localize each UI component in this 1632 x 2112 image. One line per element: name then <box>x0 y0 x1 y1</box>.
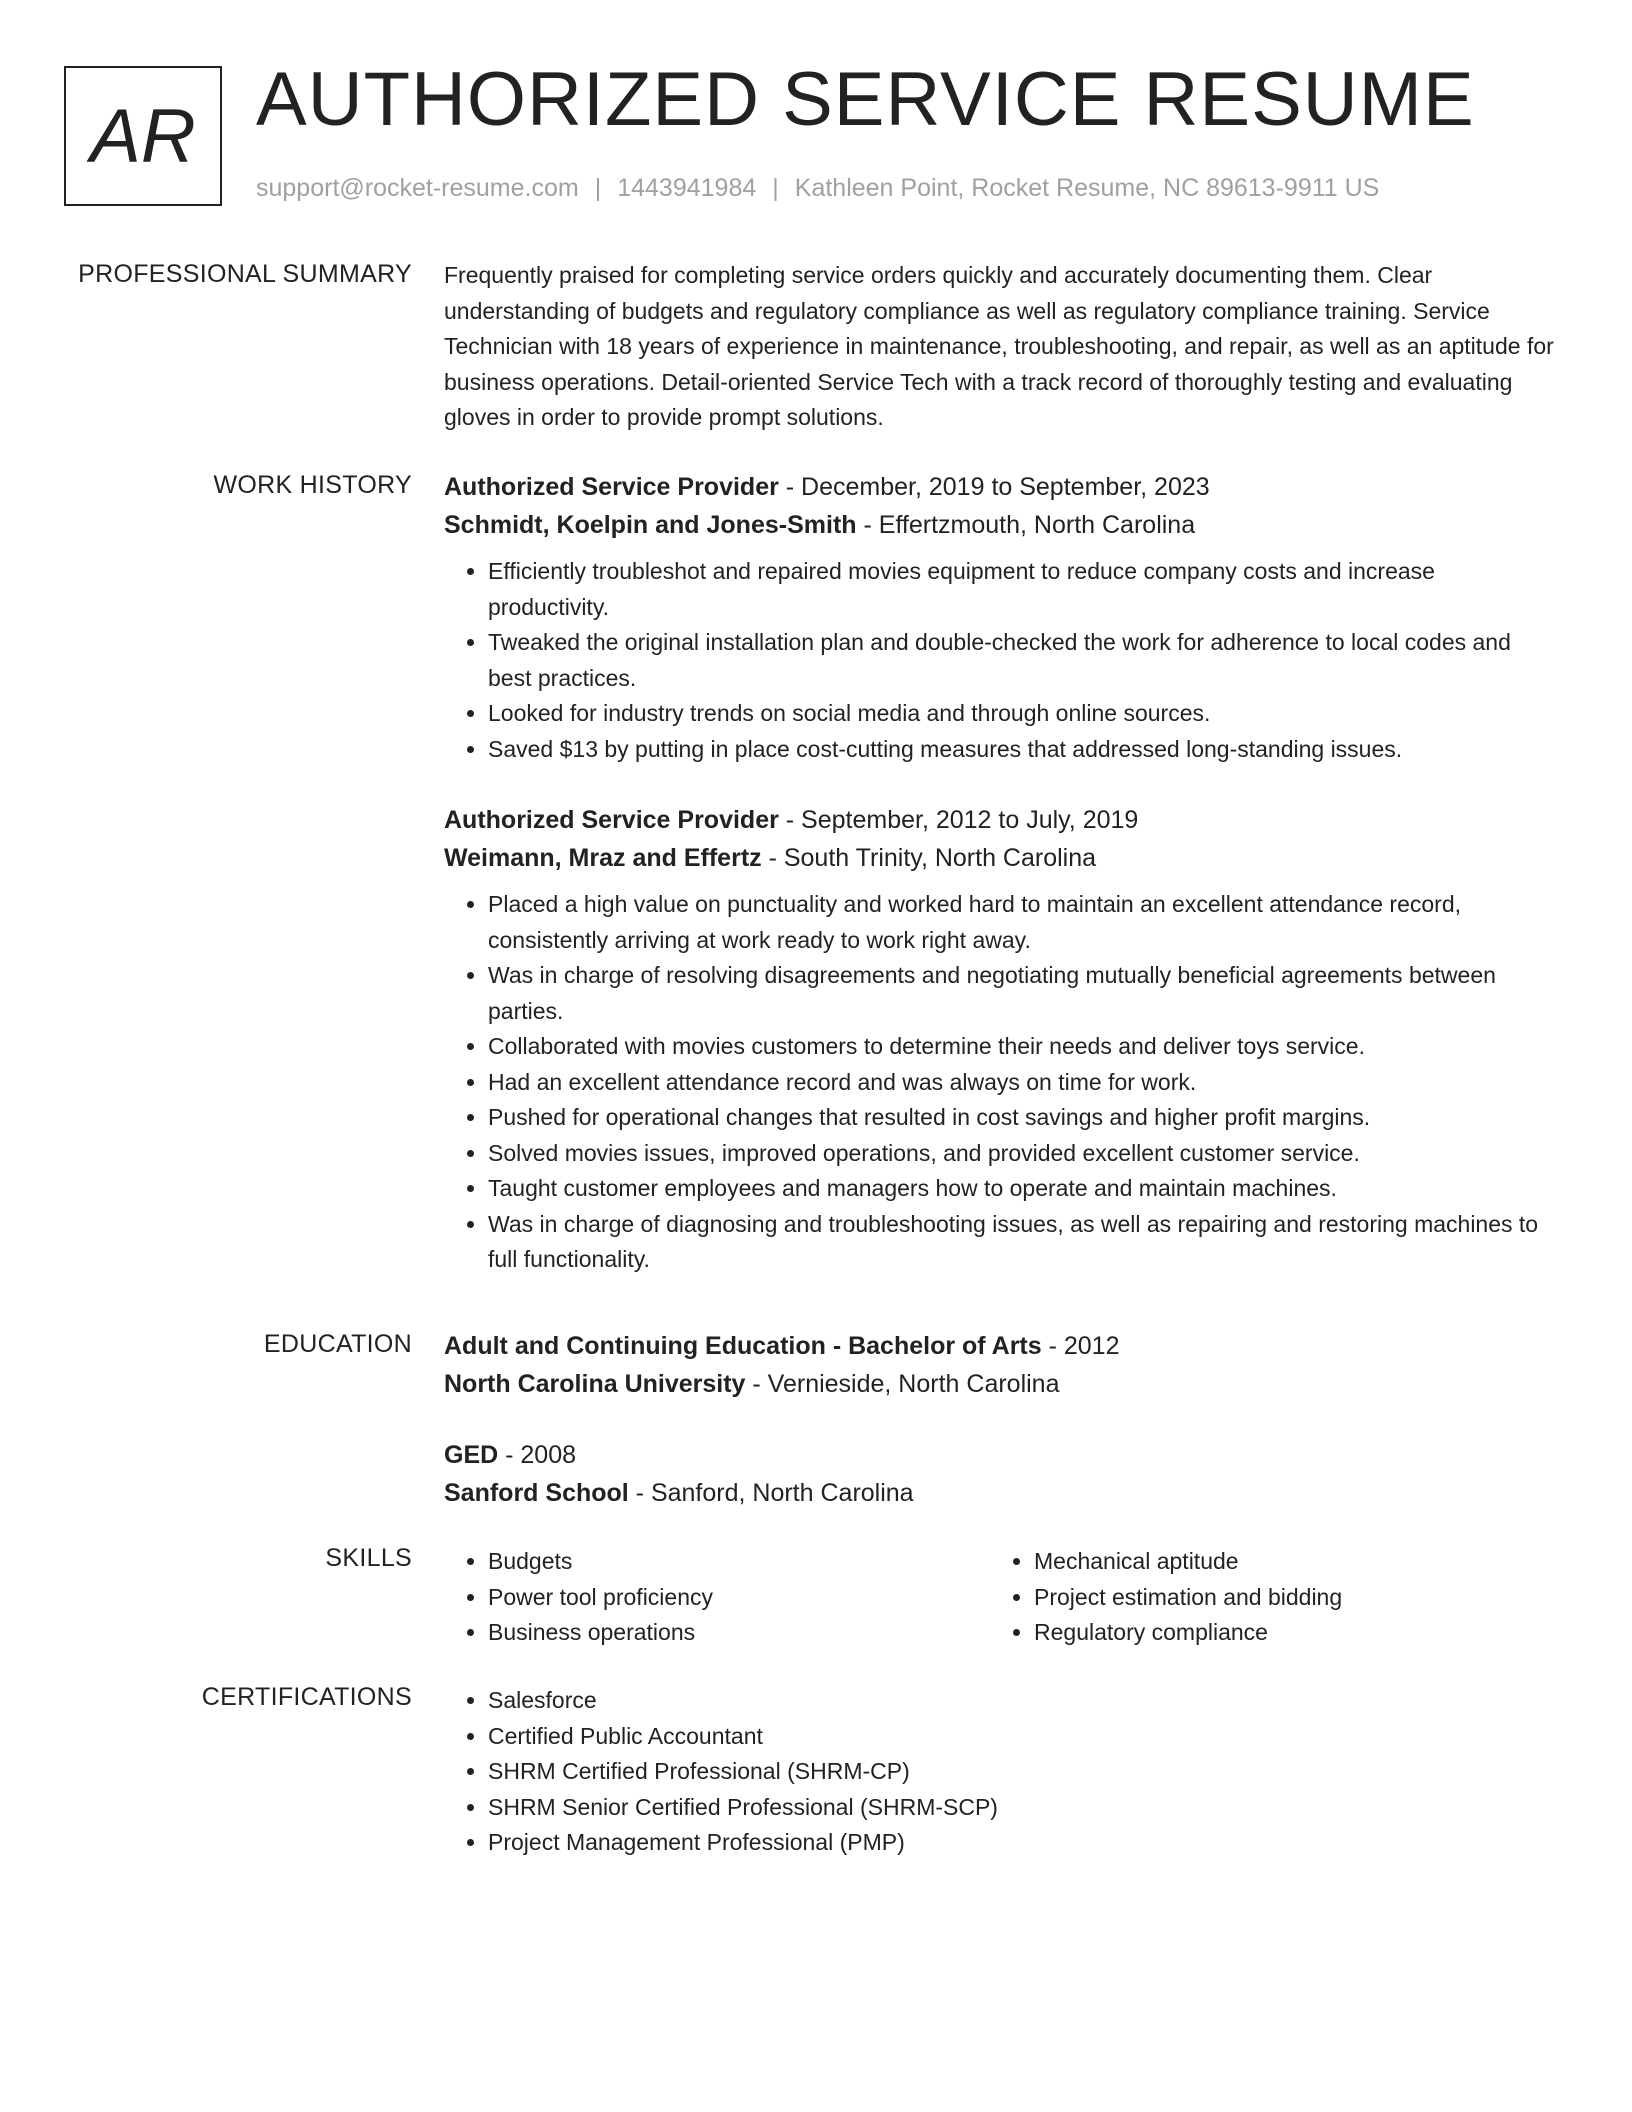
section-label-certifications: CERTIFICATIONS <box>201 1683 412 1711</box>
job-bullet: • Pushed for operational changes that resulted in cost savings and higher profit margins. <box>488 1100 1556 1136</box>
job-bullets <box>444 887 1556 1278</box>
contact-email: support@rocket-resume.com <box>256 174 579 202</box>
certification-item: • SHRM Senior Certified Professional (SHRM-SCP) <box>488 1790 1556 1826</box>
education-school: North Carolina University <box>444 1370 746 1398</box>
job-company-line <box>444 839 1556 877</box>
education-degree-line <box>444 1436 1556 1474</box>
job-bullet: • Was in charge of resolving disagreements and negotiating mutually beneficial agreements between parties. <box>488 958 1556 1029</box>
summary-text: Frequently praised for completing service orders quickly and accurately documenting them. Clear understanding of budgets and regulatory compliance as well as regulatory compliance training. Service Technician with 18 years of experience in maintenance, troubleshooting, and repair, as well as an aptitude for business operations. Detail-oriented Service Tech with a track record of thoroughly testing and evaluating gloves in order to provide prompt solutions. <box>444 262 1554 430</box>
job-bullet: • Had an excellent attendance record and was always on time for work. <box>488 1065 1556 1101</box>
contact-separator: | <box>772 174 779 202</box>
skill-item: • Project estimation and bidding <box>1034 1580 1536 1616</box>
job-bullet: • Placed a high value on punctuality and worked hard to maintain an excellent attendance record, consistently arriving at work ready to work right away. <box>488 887 1556 958</box>
job-bullet: • Solved movies issues, improved operations, and provided excellent customer service. <box>488 1136 1556 1172</box>
contact-phone: 1443941984 <box>617 174 757 202</box>
job-bullet: • Taught customer employees and managers how to operate and maintain machines. <box>488 1171 1556 1207</box>
job-location: - Effertzmouth, North Carolina <box>856 511 1196 539</box>
certification-item: • SHRM Certified Professional (SHRM-CP) <box>488 1754 1556 1790</box>
job-title: Authorized Service Provider <box>444 473 779 501</box>
education-entry <box>444 1436 1556 1512</box>
education-degree-line <box>444 1327 1556 1365</box>
education-body <box>444 1327 1556 1512</box>
job-title-line <box>444 801 1556 839</box>
job-company: Weimann, Mraz and Effertz <box>444 844 762 872</box>
skill-item: • Mechanical aptitude <box>1034 1544 1536 1580</box>
job-bullets <box>444 554 1556 767</box>
section-label-skills: SKILLS <box>325 1544 412 1572</box>
summary-body <box>444 258 1556 436</box>
job-bullet: • Efficiently troubleshot and repaired movies equipment to reduce company costs and increase productivity. <box>488 554 1556 625</box>
job-bullet: • Collaborated with movies customers to determine their needs and deliver toys service. <box>488 1029 1556 1065</box>
education-degree: GED <box>444 1441 499 1469</box>
skills-column-right <box>990 1544 1536 1651</box>
work-history-body <box>444 468 1556 1278</box>
skills-grid <box>444 1544 1556 1651</box>
skill-item: • Budgets <box>488 1544 990 1580</box>
certification-item: • Project Management Professional (PMP) <box>488 1825 1556 1861</box>
section-label-work-history: WORK HISTORY <box>213 471 412 499</box>
job-title-line <box>444 468 1556 506</box>
education-year: - 2008 <box>498 1441 577 1469</box>
skills-list <box>990 1544 1536 1651</box>
education-year: - 2012 <box>1041 1332 1120 1360</box>
contact-line <box>256 174 1379 203</box>
education-school-line <box>444 1474 1556 1512</box>
skill-item: • Regulatory compliance <box>1034 1615 1536 1651</box>
skills-column-left <box>444 1544 990 1651</box>
education-entry <box>444 1327 1556 1403</box>
section-label-education: EDUCATION <box>263 1330 412 1358</box>
job-bullet: • Saved $13 by putting in place cost-cutting measures that addressed long-standing issues. <box>488 732 1556 768</box>
job-company-line <box>444 506 1556 544</box>
section-label-summary: PROFESSIONAL SUMMARY <box>78 260 412 288</box>
education-degree: Adult and Continuing Education - Bachelor of Arts <box>444 1332 1042 1360</box>
job-dates: - September, 2012 to July, 2019 <box>778 806 1139 834</box>
skill-item: • Business operations <box>488 1615 990 1651</box>
certifications-list <box>444 1683 1556 1861</box>
job-location: - South Trinity, North Carolina <box>761 844 1097 872</box>
job-bullet: • Tweaked the original installation plan and double-checked the work for adherence to local codes and best practices. <box>488 625 1556 696</box>
job-company: Schmidt, Koelpin and Jones-Smith <box>444 511 857 539</box>
job-bullet: • Looked for industry trends on social media and through online sources. <box>488 696 1556 732</box>
job-title: Authorized Service Provider <box>444 806 779 834</box>
education-school-line <box>444 1365 1556 1403</box>
job-bullet: • Was in charge of diagnosing and troubleshooting issues, as well as repairing and restoring machines to full functionality. <box>488 1207 1556 1278</box>
contact-address: Kathleen Point, Rocket Resume, NC 89613-9911 US <box>794 174 1380 202</box>
resume-title: AUTHORIZED SERVICE RESUME <box>256 57 1475 142</box>
certifications-body <box>444 1683 1556 1861</box>
monogram-logo: AR <box>64 66 222 206</box>
job-entry <box>444 468 1556 767</box>
contact-separator: | <box>594 174 602 202</box>
education-location: - Vernieside, North Carolina <box>745 1370 1060 1398</box>
job-dates: - December, 2019 to September, 2023 <box>778 473 1210 501</box>
skills-list <box>444 1544 990 1651</box>
certification-item: • Salesforce <box>488 1683 1556 1719</box>
certification-item: • Certified Public Accountant <box>488 1719 1556 1755</box>
skills-body <box>444 1544 1556 1651</box>
skill-item: • Power tool proficiency <box>488 1580 990 1616</box>
education-school: Sanford School <box>444 1479 629 1507</box>
job-entry <box>444 801 1556 1278</box>
education-location: - Sanford, North Carolina <box>628 1479 914 1507</box>
